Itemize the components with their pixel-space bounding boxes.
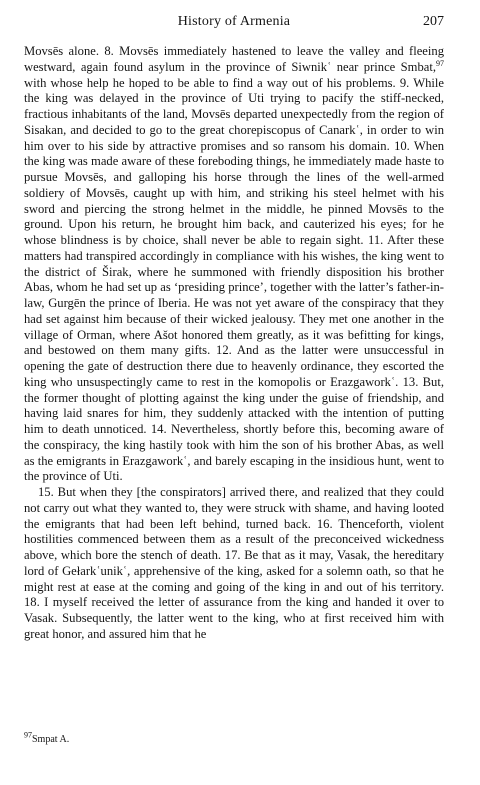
footnote [24, 730, 444, 745]
page-header [24, 14, 444, 34]
running-head: History of Armenia [177, 14, 291, 29]
footnote-reference: 97 [436, 58, 444, 68]
paragraph [24, 44, 444, 485]
paragraph: 15. But when they [the conspirators] arrived there, and realized that they could not carry out what they wanted to, they were struck with shame, and having looted the emigrants that had been left behind, turned back. 16. Thenceforth, violent hostilities commenced between them as a result of the preconceived wickedness above, which bore the stench of death. 17. Be that as it may, Vasak, the hereditary lord of Gełarkʿunikʿ, apprehensive of the king, asked for a solemn oath, so that he might rest at ease at the coming and going of the king in and out of his territory. 18. I myself received the letter of assurance from the king and handed it over to Vasak. Subsequently, the latter went to the king, who at first received him with great honor, and assured him that he [24, 485, 444, 641]
page-number: 207 [423, 14, 444, 29]
footnote-text: Smpat A. [32, 734, 70, 745]
body-text [24, 44, 444, 643]
paragraph-text: with whose help he hoped to be able to find a way out of his problems. 9. While the king was delayed in the province of Uti trying to pacify the stiff-necked, fractious inhabitants of the land, Movsēs departed unexpectedly from the region of Sisakan, and decided to go to the great chorepiscopus of Canarkʿ, in order to win him over to his side by attractive promises and so ransom his domain. 10. When the king was made aware of these foreboding things, he immediately made haste to pursue Movsēs, and galloping his horse through the lines of the well-armed soldiery of Movsēs, caught up with him, and striking his steel helmet with his sword and piercing the strong helmet in the middle, he pinned Movsēs to the ground. Upon his return, he brought him back, and cauterized his eyes; for he whose blindness is by choice, shall never be able to regain sight. 11. After these matters had transpired accordingly in compliance with his wishes, the king went to the district of Širak, where he summoned with friendly disposition his brother Abas, whom he had set up as ‘presiding prince’, together with the latter’s father-in-law, Gurgēn the prince of Iberia. He was not yet aware of the conspiracy that they had set against him because of their wicked jealousy. They met one another in the village of Orman, where Ašot honored them greatly, as it was befitting for kings, and bestowed on them many gifts. 12. And as the latter were unsuccessful in opening the gate of destruction there due to heavenly ordinance, they escorted the king who unsuspectingly came to rest in the komopolis or Erazgaworkʿ. 13. But, the former thought of plotting against the king under the guise of friendship, and having laid snares for him, they suddenly attacked with the intention of putting him to death unnoticed. 14. Nevertheless, shortly before this, becoming aware of the conspiracy, the king hastily took with him the son of his brother Abas, as well as the emigrants in Erazgaworkʿ, and barely escaping in the insidious hunt, went to the province of Uti. [24, 75, 444, 484]
footnote-marker: 97 [24, 730, 32, 740]
paragraph-text: Movsēs alone. 8. Movsēs immediately hastened to leave the valley and fleeing westward, again found asylum in the province of Siwnikʿ near prince Smbat, [24, 44, 444, 74]
